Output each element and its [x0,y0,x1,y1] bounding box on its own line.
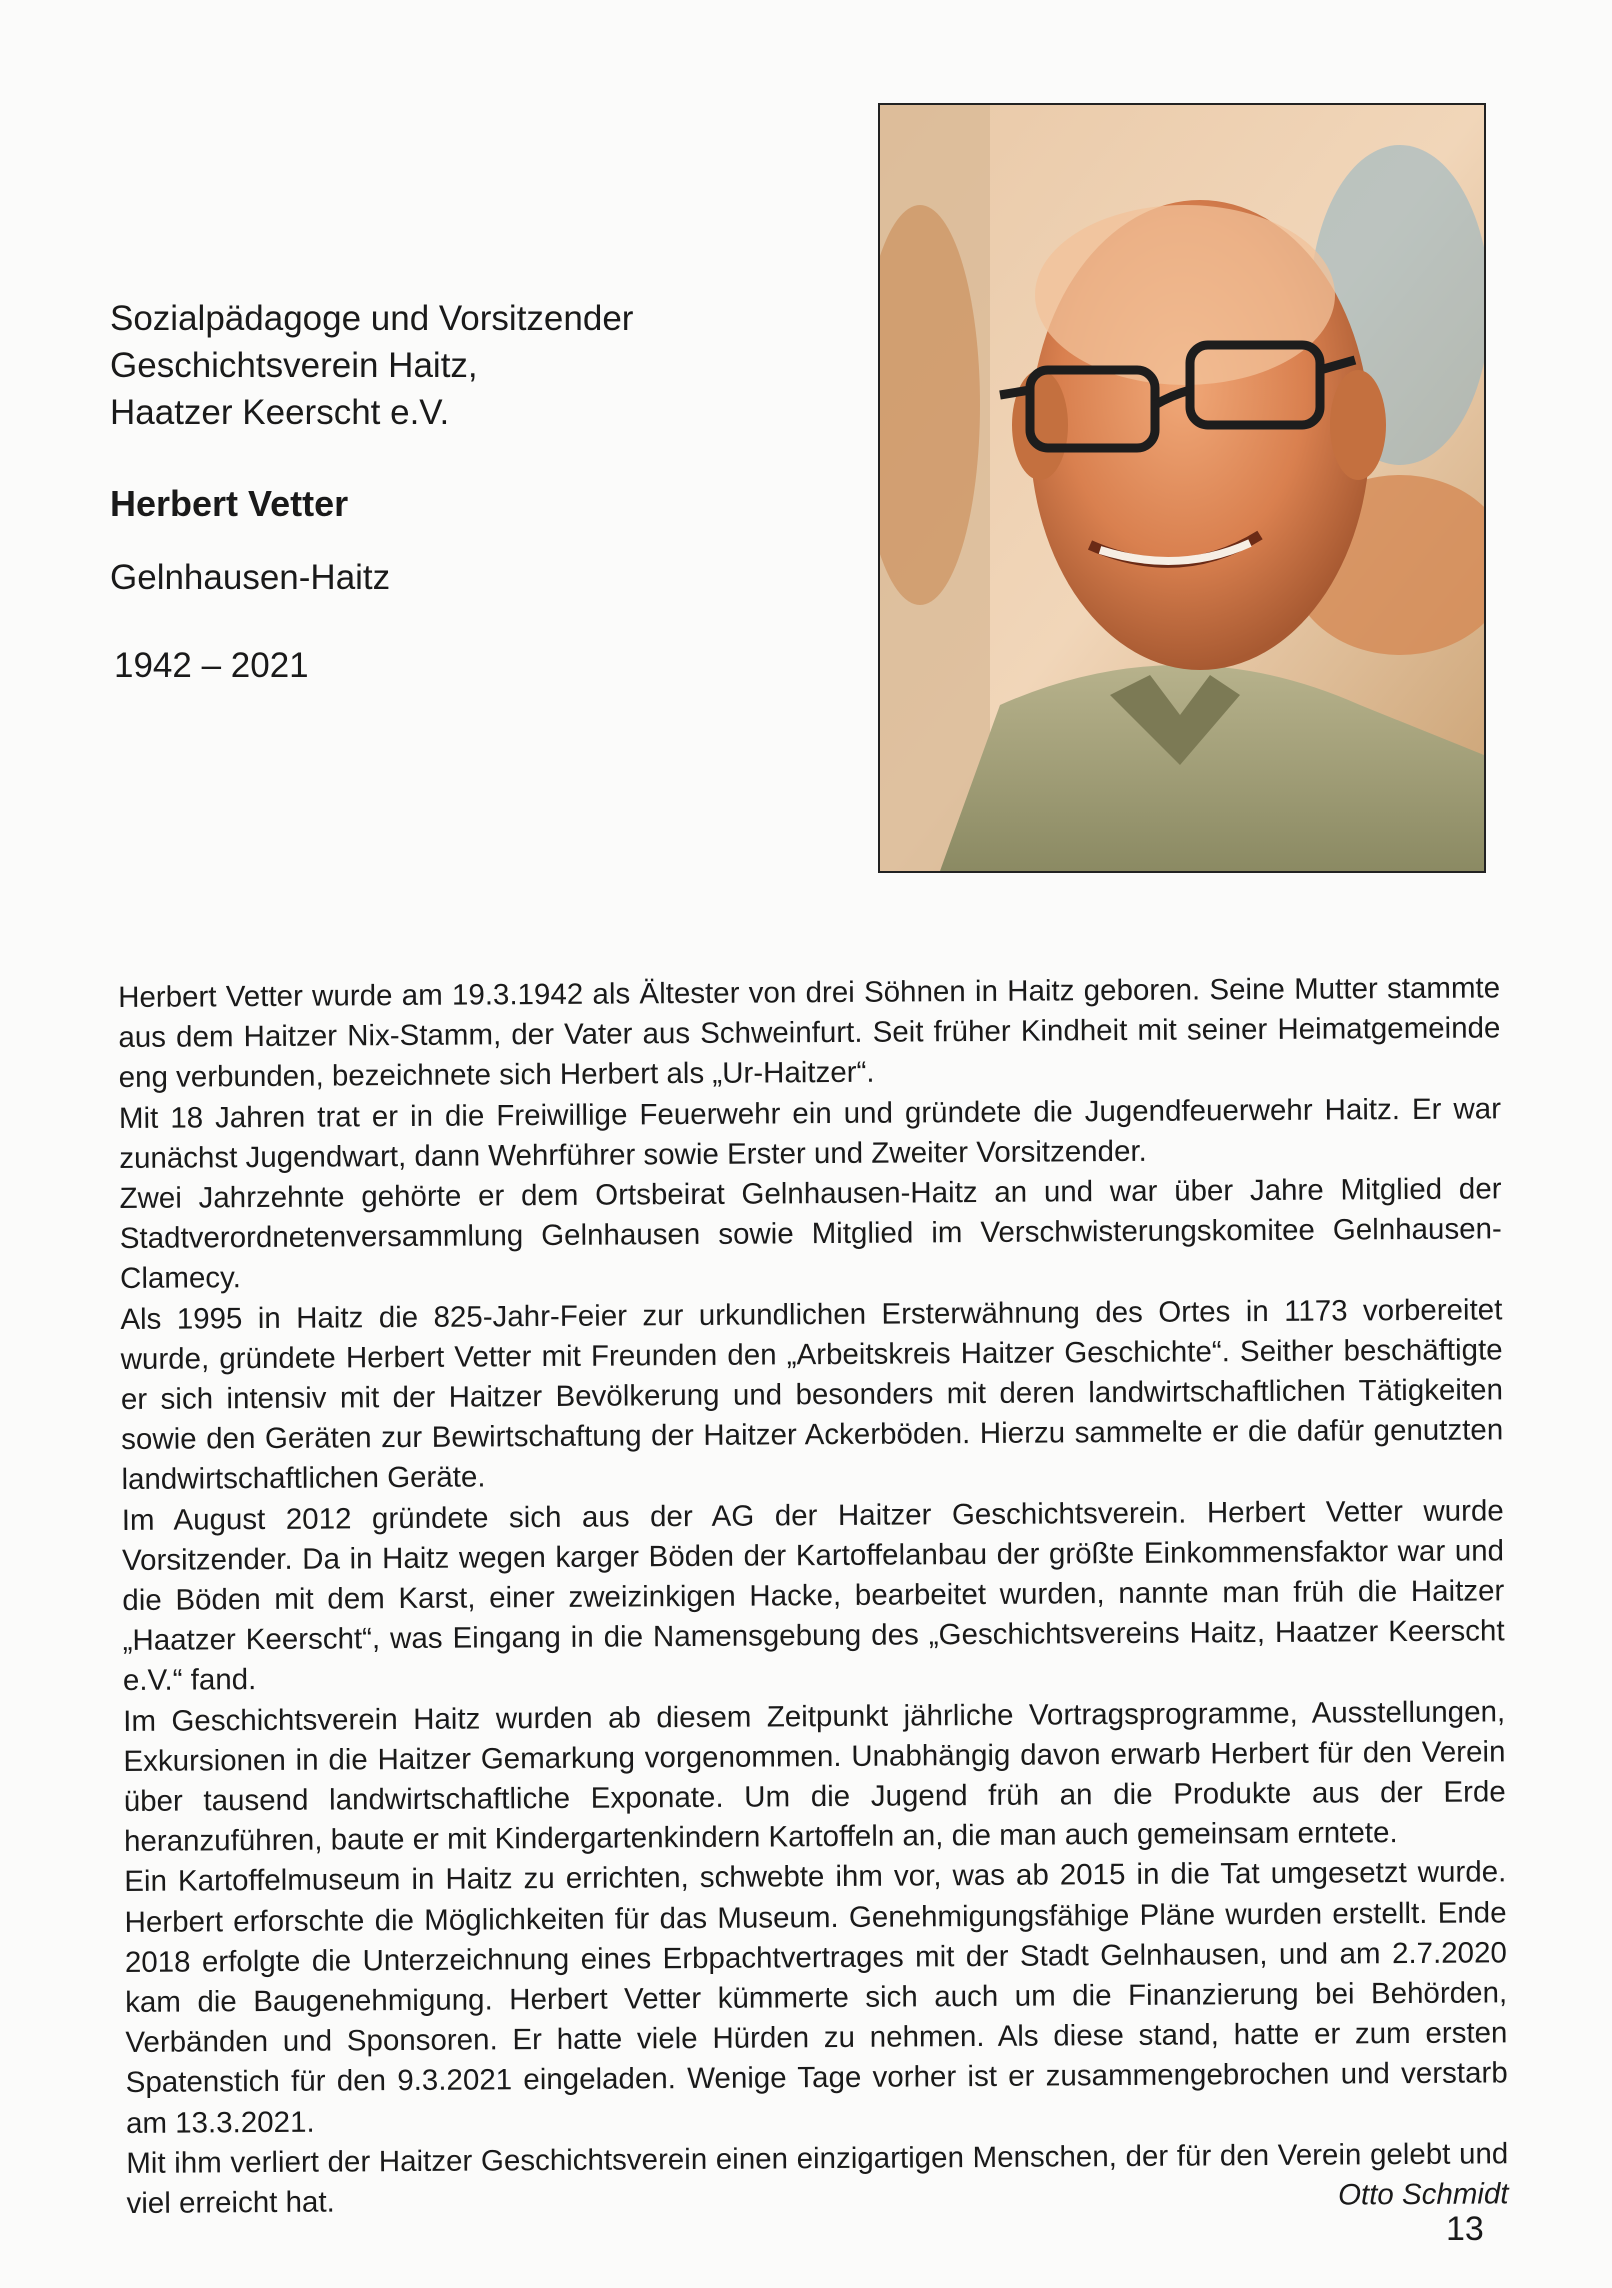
paragraph: Herbert Vetter wurde am 19.3.1942 als Ältester von drei Söhnen in Haitz geboren. Seine Mutter stammte aus dem Haitzer Nix-Stamm, der Vater aus Schweinfurt. Seit früher Kindheit mit seiner Heimatgemeinde eng verbunden, bezeichnete sich Herbert als „Ur-Haitzer“. [118,971,1501,1095]
closing-text: Mit ihm verliert der Haitzer Geschichtsverein einen einzigartigen Menschen, der für den Verein gelebt und viel erreicht hat. [126,2137,1509,2221]
page-number: 13 [1446,2210,1484,2248]
paragraph: Im Geschichtsverein Haitz wurden ab diesem Zeitpunkt jährliche Vortragsprogramme, Ausstellungen, Exkursionen in die Haitzer Gemarkung vorgenommen. Unabhängig davon erwarb Herbert für den Verein über tausend landwirtschaftliche Exponate. Um die Jugend früh an die Produkte aus der Erde heranzuführen, baute er mit Kindergartenkindern Kartoffeln an, die man auch gemeinsam erntete. [123,1694,1506,1859]
role-line-1: Sozialpädagoge und Vorsitzender [110,299,634,338]
person-name: Herbert Vetter [110,483,349,524]
life-years: 1942 – 2021 [114,646,309,685]
portrait-photo-image [880,105,1484,871]
paragraph: Mit 18 Jahren trat er in die Freiwillige Feuerwehr ein und gründete die Jugendfeuerwehr Haitz. Er war zunächst Jugendwart, dann Wehrführer sowie Erster und Zweiter Vorsitzender. [118,1091,1502,1175]
paragraph: Im August 2012 gründete sich aus der AG der Haitzer Geschichtsverein. Herbert Vetter wurde Vorsitzender. Da in Haitz wegen karger Böden der Kartoffelanbau der größte Einkommensfaktor war und die Böden mit dem Karst, einer zweizinkigen Hacke, bearbeitet wurden, nannte man früh die Haitzer „Haatzer Keerscht“, was Eingang in die Namensgebung des „Geschichtsvereins Haitz, Haatzer Keerscht e.V.“ fand. [121,1493,1505,1698]
paragraph: Zwei Jahrzehnte gehörte er dem Ortsbeirat Gelnhausen-Haitz an und war über Jahre Mitglied der Stadtverordnetenversammlung Gelnhausen sowie Mitglied im Verschwisterungskomitee Gelnhausen-Clamecy. [119,1172,1502,1296]
role-line-3: Haatzer Keerscht e.V. [110,393,450,432]
header-block [110,295,790,688]
person-place: Gelnhausen-Haitz [110,558,391,597]
paragraph: Als 1995 in Haitz die 825-Jahr-Feier zur urkundlichen Ersterwähnung des Ortes in 1173 vorbereitet wurde, gründete Herbert Vetter mit Freunden den „Arbeitskreis Haitzer Geschichte“. Seither beschäftigte er sich intensiv mit der Haitzer Bevölkerung und besonders mit deren landwirtschaftlichen Tätigkeiten sowie den Geräten zur Bewirtschaftung der Haitzer Ackerböden. Hierzu sammelte er die dafür genutzten landwirtschaftlichen Geräte. [120,1292,1504,1497]
closing-paragraph [126,2134,1509,2224]
paragraph: Ein Kartoffelmuseum in Haitz zu errichten, schwebte ihm vor, was ab 2015 in die Tat umgesetzt wurde. Herbert erforschte die Möglichkeiten für das Museum. Genehmigungsfähige Pläne wurden erstellt. Ende 2018 erfolgte die Unterzeichnung eines Erbpachtvertrages mit der Stadt Gelnhausen, und am 2.7.2020 kam die Baugenehmigung. Herbert Vetter kümmerte sich auch um die Finanzierung bei Behörden, Verbänden und Sponsoren. Er hatte viele Hürden zu nehmen. Als diese stand, hatte er zum ersten Spatenstich für den 9.3.2021 eingeladen. Wenige Tage vorher ist er zusammengebrochen und verstarb am 13.3.2021. [124,1855,1508,2140]
obituary-body [118,968,1509,2224]
role-line-2: Geschichtsverein Haitz, [110,346,478,385]
closing-block [126,2134,1509,2224]
portrait-photo [878,103,1486,873]
author-signature: Otto Schmidt [1337,2177,1509,2212]
